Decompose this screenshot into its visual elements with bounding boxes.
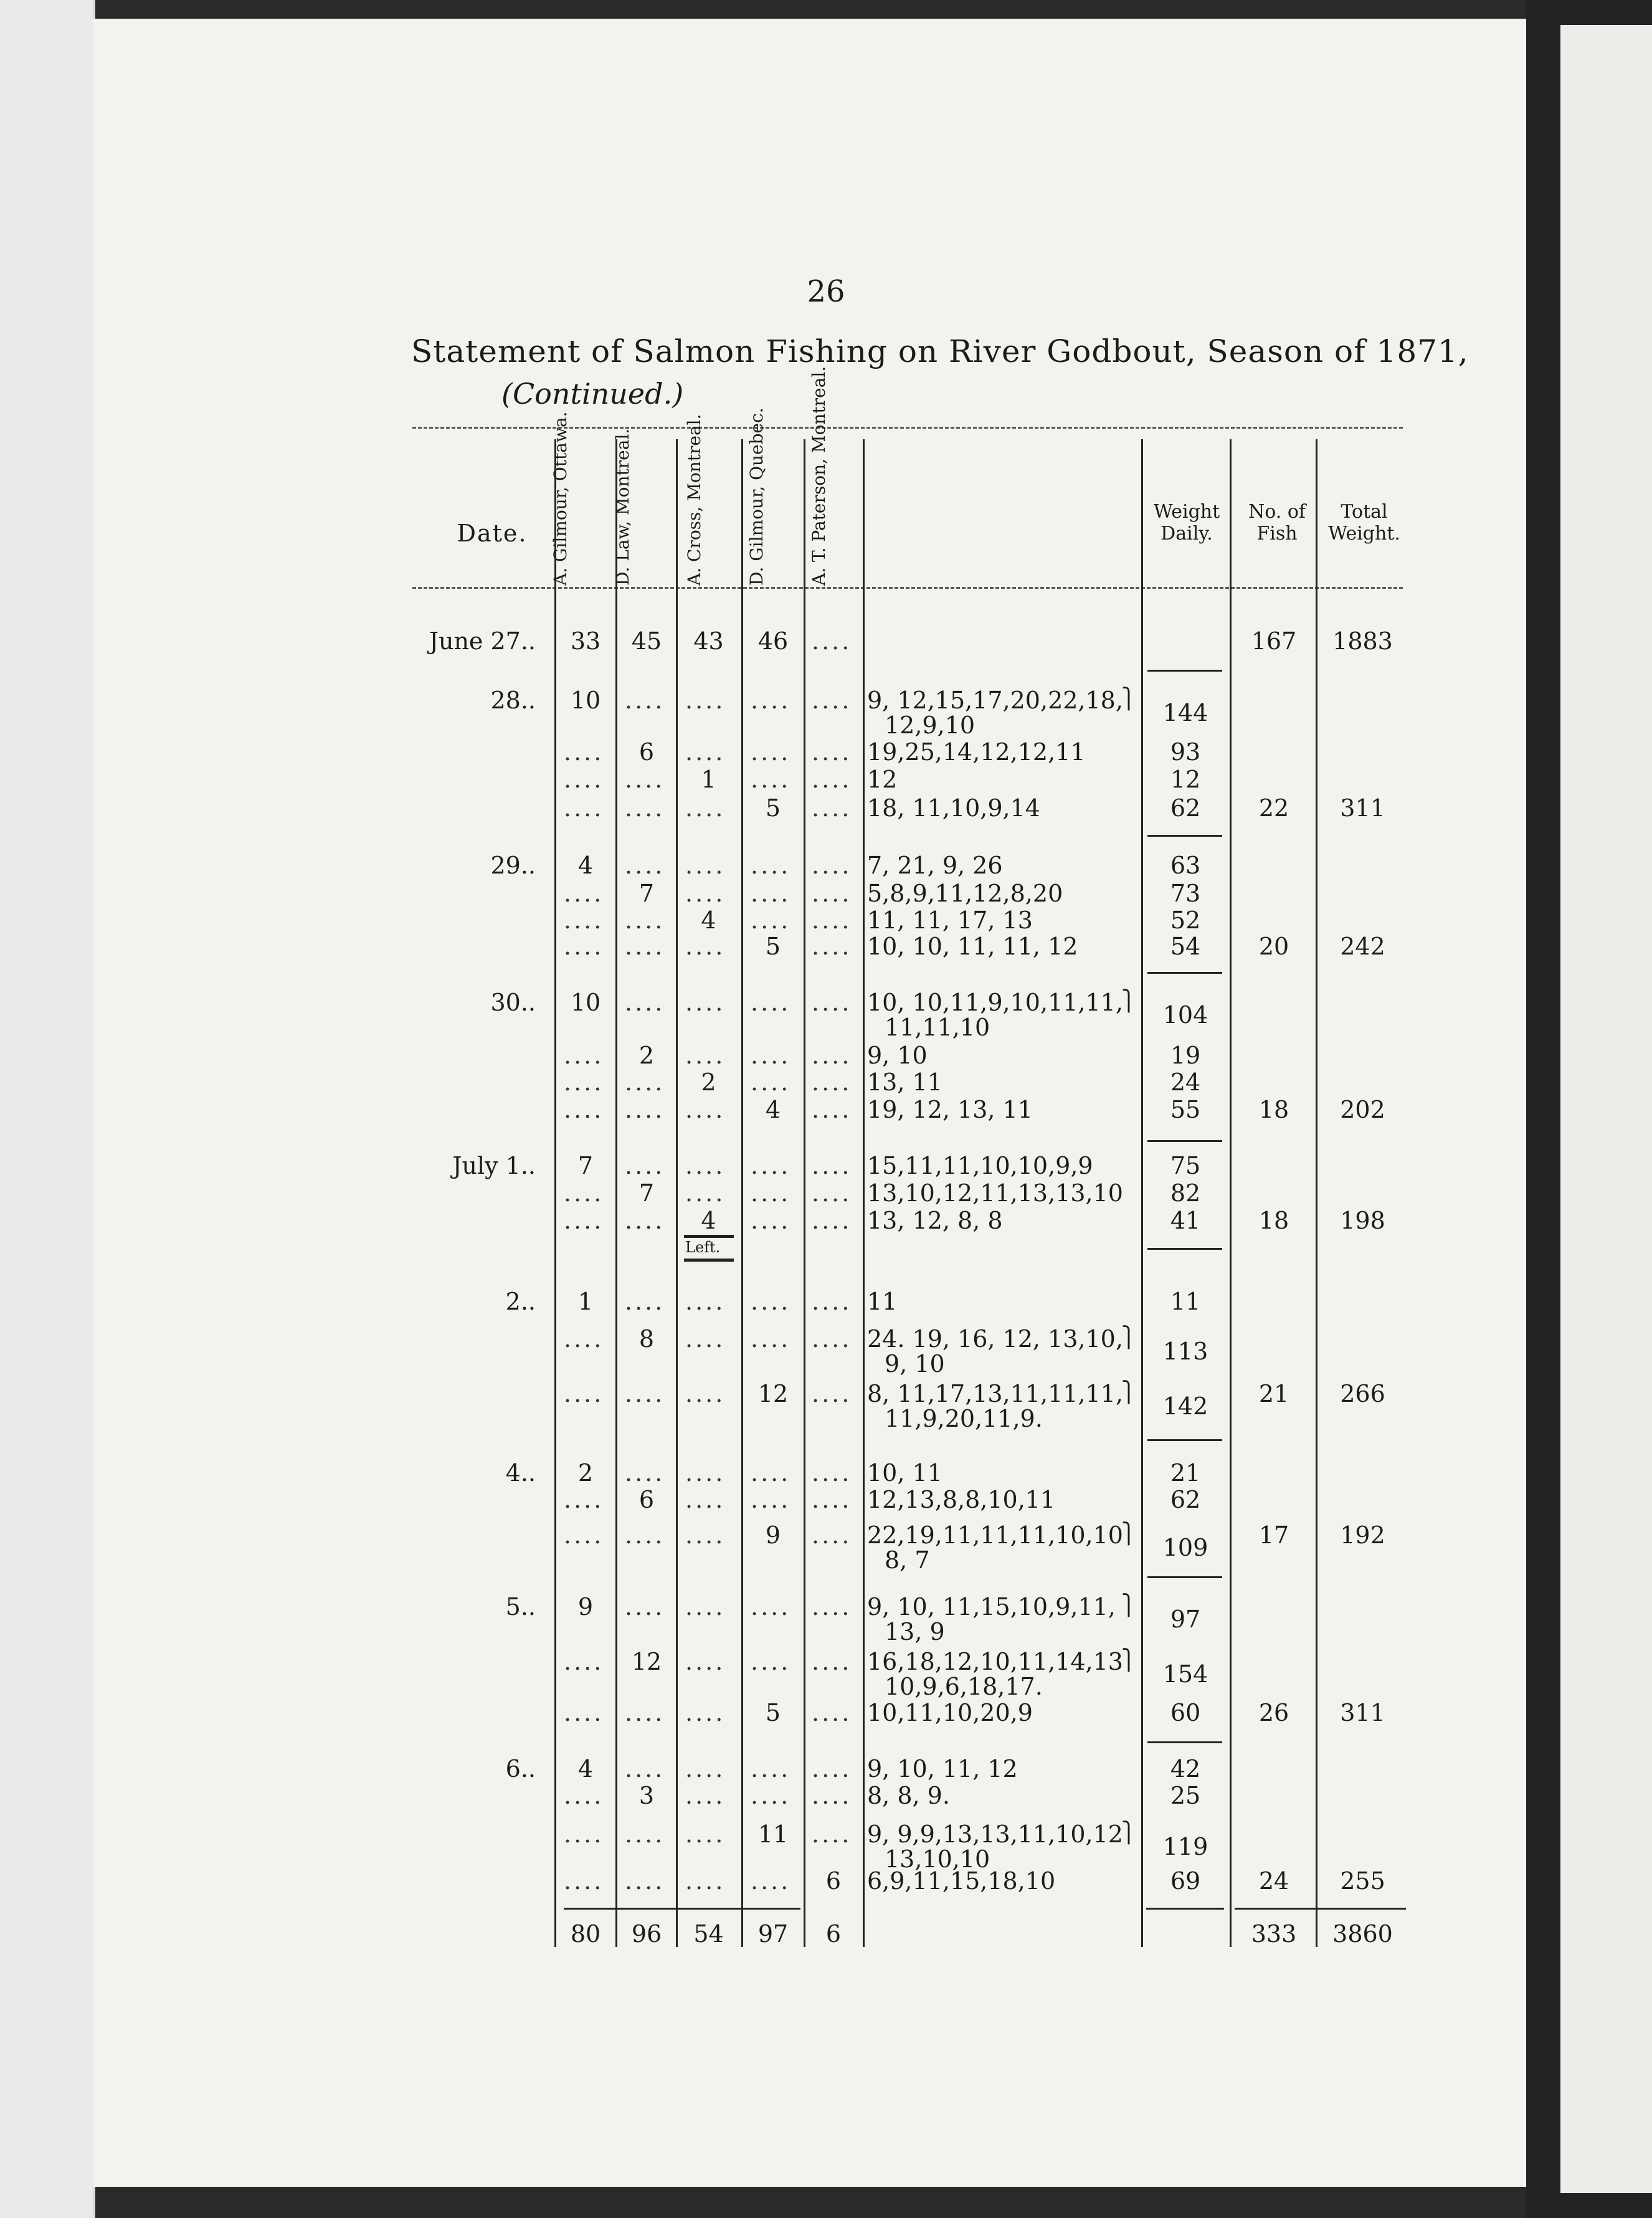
cell-gilmour-a: 33 xyxy=(570,627,601,655)
cell-weights: 6,9,11,15,18,10 xyxy=(867,1867,1056,1895)
cell-weights-cont: 12,9,10 xyxy=(885,712,976,739)
cell-law: 7 xyxy=(638,880,655,907)
cell-no-fish: 20 xyxy=(1258,933,1289,960)
cell-weights: 9, 10, 11,15,10,9,11, xyxy=(867,1593,1116,1621)
cell-gilmour-d: 9 xyxy=(765,1521,781,1549)
cell-weights: 18, 11,10,9,14 xyxy=(867,794,1040,822)
cell-weights: 12 xyxy=(867,766,898,793)
cell-weights: 7, 21, 9, 26 xyxy=(867,852,1003,879)
leader-dots: .... xyxy=(685,1380,726,1407)
leader-dots: .... xyxy=(751,738,791,766)
leader-dots: .... xyxy=(564,1782,604,1809)
leader-dots: .... xyxy=(751,1648,791,1675)
leader-dots: .... xyxy=(564,1521,604,1549)
leader-dots: .... xyxy=(625,1521,665,1549)
leader-dots: .... xyxy=(812,880,852,907)
leader-dots: .... xyxy=(751,1593,791,1621)
col-rule xyxy=(615,439,617,1947)
leader-dots: .... xyxy=(751,1042,791,1069)
header-weight-daily: Weight Daily. xyxy=(1153,501,1220,545)
leader-dots: .... xyxy=(812,852,852,879)
leader-dots: .... xyxy=(564,1179,604,1207)
facing-page xyxy=(1560,25,1652,2193)
group-rule xyxy=(1147,972,1222,974)
cell-weight-daily: 41 xyxy=(1170,1207,1201,1234)
cell-gilmour-a: 7 xyxy=(577,1152,594,1179)
cell-law: 7 xyxy=(638,1179,655,1207)
cell-weights: 19,25,14,12,12,11 xyxy=(867,738,1086,766)
cell-weight-daily: 25 xyxy=(1170,1782,1201,1809)
leader-dots: .... xyxy=(812,989,852,1016)
leader-dots: .... xyxy=(751,989,791,1016)
total-law: 96 xyxy=(631,1920,662,1948)
cell-gilmour-a: 9 xyxy=(577,1593,594,1621)
cell-cross: 43 xyxy=(693,627,724,655)
cell-weights: 5,8,9,11,12,8,20 xyxy=(867,880,1063,907)
header-date: Date. xyxy=(457,520,528,547)
leader-dots: .... xyxy=(625,1069,665,1096)
cell-weight-daily: 109 xyxy=(1162,1534,1208,1561)
cell-no-fish: 17 xyxy=(1258,1521,1289,1549)
cell-total-weight: 311 xyxy=(1340,1699,1385,1726)
leader-dots: .... xyxy=(564,933,604,960)
leader-dots: .... xyxy=(812,1288,852,1315)
leader-dots: .... xyxy=(685,1867,726,1895)
cell-weight-daily: 82 xyxy=(1170,1179,1201,1207)
cell-gilmour-d: 5 xyxy=(765,933,781,960)
cell-weight-daily: 73 xyxy=(1170,880,1201,907)
cell-date: 4.. xyxy=(505,1459,536,1487)
cell-gilmour-a: 4 xyxy=(577,852,594,879)
leader-dots: .... xyxy=(812,1380,852,1407)
cell-weights: 24. 19, 16, 12, 13,10, xyxy=(867,1325,1123,1353)
cell-gilmour-a: 10 xyxy=(570,687,601,714)
leader-dots: .... xyxy=(625,1380,665,1407)
leader-dots: .... xyxy=(685,1755,726,1782)
cell-weights: 10, 10,11,9,10,11,11, xyxy=(867,989,1123,1016)
leader-dots: .... xyxy=(564,1867,604,1895)
cell-weight-daily: 19 xyxy=(1170,1042,1201,1069)
cell-weights-cont: 9, 10 xyxy=(885,1350,945,1378)
leader-dots: .... xyxy=(812,1042,852,1069)
header-total-weight: Total Weight. xyxy=(1328,501,1400,545)
leader-dots: .... xyxy=(812,1152,852,1179)
leader-dots: .... xyxy=(564,1486,604,1513)
leader-dots: .... xyxy=(685,1152,726,1179)
cell-weight-daily: 62 xyxy=(1170,794,1201,822)
leader-dots: .... xyxy=(812,1648,852,1675)
leader-dots: .... xyxy=(685,1179,726,1207)
leader-dots: .... xyxy=(564,1325,604,1353)
leader-dots: .... xyxy=(812,1207,852,1234)
cell-weights-cont: 8, 7 xyxy=(885,1546,930,1574)
leader-dots: .... xyxy=(812,1069,852,1096)
brace-icon: ⎫ xyxy=(1121,1648,1136,1672)
page-subtitle: (Continued.) xyxy=(501,377,684,411)
cell-weight-daily: 60 xyxy=(1170,1699,1201,1726)
leader-dots: .... xyxy=(685,687,726,714)
leader-dots: .... xyxy=(812,1593,852,1621)
cell-no-fish: 21 xyxy=(1258,1380,1289,1407)
leader-dots: .... xyxy=(564,794,604,822)
leader-dots: .... xyxy=(812,1486,852,1513)
cell-weight-daily: 12 xyxy=(1170,766,1201,793)
leader-dots: .... xyxy=(625,1207,665,1234)
page-number: 26 xyxy=(807,274,845,309)
cell-total-weight: 311 xyxy=(1340,794,1385,822)
leader-dots: .... xyxy=(751,1152,791,1179)
leader-dots: .... xyxy=(564,1380,604,1407)
header-cross: A. Cross, Montreal. xyxy=(684,414,705,586)
cell-date: June 27.. xyxy=(429,627,536,655)
leader-dots: .... xyxy=(685,738,726,766)
leader-dots: .... xyxy=(812,687,852,714)
cell-weights: 9, 10 xyxy=(867,1042,928,1069)
leader-dots: .... xyxy=(751,687,791,714)
cell-total-weight: 192 xyxy=(1340,1521,1385,1549)
leader-dots: .... xyxy=(685,989,726,1016)
leader-dots: .... xyxy=(751,1325,791,1353)
cell-gilmour-d: 11 xyxy=(757,1821,789,1848)
cell-weights: 11 xyxy=(867,1288,898,1315)
leader-dots: .... xyxy=(812,1699,852,1726)
brace-icon: ⎫ xyxy=(1121,687,1136,710)
leader-dots: .... xyxy=(812,1179,852,1207)
cell-weights: 8, 11,17,13,11,11,11, xyxy=(867,1380,1123,1407)
leader-dots: .... xyxy=(685,1325,726,1353)
cell-date: 30.. xyxy=(490,989,536,1016)
cell-date: 28.. xyxy=(490,687,536,714)
leader-dots: .... xyxy=(751,1459,791,1487)
leader-dots: .... xyxy=(564,1821,604,1848)
leader-dots: .... xyxy=(685,1782,726,1809)
header-gilmour-a: A. Gilmour, Ottawa. xyxy=(550,411,571,586)
leader-dots: .... xyxy=(564,907,604,934)
leader-dots: .... xyxy=(812,1096,852,1123)
leader-dots: .... xyxy=(685,1486,726,1513)
col-rule xyxy=(676,439,678,1947)
header-gilmour-d: D. Gilmour, Quebec. xyxy=(746,407,767,586)
leader-dots: .... xyxy=(625,1459,665,1487)
cell-no-fish: 22 xyxy=(1258,794,1289,822)
cell-weight-daily: 104 xyxy=(1162,1001,1208,1029)
cell-date: 5.. xyxy=(505,1593,536,1621)
leader-dots: .... xyxy=(812,933,852,960)
leader-dots: .... xyxy=(812,738,852,766)
leader-dots: .... xyxy=(812,1325,852,1353)
header-paterson: A. T. Paterson, Montreal. xyxy=(809,366,829,586)
leader-dots: .... xyxy=(685,1699,726,1726)
cell-law: 6 xyxy=(638,1486,655,1513)
total-weight: 3860 xyxy=(1332,1920,1393,1948)
leader-dots: .... xyxy=(812,766,852,793)
leader-dots: .... xyxy=(685,1459,726,1487)
cell-cross: 4 xyxy=(701,1207,716,1234)
leader-dots: .... xyxy=(812,794,852,822)
header-no-fish: No. of Fish xyxy=(1248,501,1306,545)
group-rule xyxy=(1147,1248,1222,1250)
leader-dots: .... xyxy=(685,1648,726,1675)
cell-law: 8 xyxy=(638,1325,655,1353)
leader-dots: .... xyxy=(564,1042,604,1069)
header-law: D. Law, Montreal. xyxy=(612,428,633,586)
col-rule xyxy=(1141,439,1143,1947)
group-rule xyxy=(1147,670,1222,672)
cell-weight-daily: 93 xyxy=(1170,738,1201,766)
leader-dots: .... xyxy=(625,907,665,934)
cell-weight-daily: 55 xyxy=(1170,1096,1201,1123)
total-paterson: 6 xyxy=(825,1920,842,1948)
leader-dots: .... xyxy=(625,1821,665,1848)
group-rule xyxy=(1147,1140,1222,1142)
total-no-fish: 333 xyxy=(1251,1920,1297,1948)
cell-weight-daily: 113 xyxy=(1162,1338,1208,1365)
book-spine xyxy=(0,0,95,2218)
leader-dots: .... xyxy=(625,687,665,714)
cell-total-weight: 198 xyxy=(1340,1207,1385,1234)
leader-dots: .... xyxy=(812,1782,852,1809)
total-gilmour-d: 97 xyxy=(757,1920,789,1948)
cell-weight-daily: 54 xyxy=(1170,933,1201,960)
leader-dots: .... xyxy=(751,1069,791,1096)
leader-dots: .... xyxy=(564,1207,604,1234)
leader-dots: .... xyxy=(685,1593,726,1621)
leader-dots: .... xyxy=(625,989,665,1016)
cell-cross: 1 xyxy=(701,766,716,793)
cell-cross: 4 xyxy=(701,907,716,934)
col-rule xyxy=(863,439,865,1947)
brace-icon: ⎫ xyxy=(1121,989,1136,1012)
cell-paterson: 6 xyxy=(825,1867,842,1895)
total-gilmour-a: 80 xyxy=(570,1920,601,1948)
left-note-rule xyxy=(684,1235,734,1238)
cell-law: 3 xyxy=(638,1782,655,1809)
left-note-rule xyxy=(684,1259,734,1262)
page-title: Statement of Salmon Fishing on River Godbout, Season of 1871, xyxy=(411,333,1469,369)
cell-no-fish: 18 xyxy=(1258,1096,1289,1123)
leader-dots: .... xyxy=(685,880,726,907)
leader-dots: .... xyxy=(812,1459,852,1487)
leader-dots: .... xyxy=(564,766,604,793)
group-rule xyxy=(1147,1439,1222,1441)
cell-weights: 8, 8, 9. xyxy=(867,1782,950,1809)
leader-dots: .... xyxy=(751,880,791,907)
cell-gilmour-a: 4 xyxy=(577,1755,594,1782)
cell-weight-daily: 63 xyxy=(1170,852,1201,879)
leader-dots: .... xyxy=(625,1152,665,1179)
leader-dots: .... xyxy=(564,880,604,907)
cell-weights: 19, 12, 13, 11 xyxy=(867,1096,1033,1123)
cell-no-fish: 26 xyxy=(1258,1699,1289,1726)
leader-dots: .... xyxy=(751,1782,791,1809)
cell-date: July 1.. xyxy=(452,1152,536,1179)
cell-weight-daily: 62 xyxy=(1170,1486,1201,1513)
leader-dots: .... xyxy=(685,1288,726,1315)
cell-law: 45 xyxy=(631,627,662,655)
leader-dots: .... xyxy=(751,1755,791,1782)
cell-total-weight: 242 xyxy=(1340,933,1385,960)
cell-weight-daily: 142 xyxy=(1162,1392,1208,1420)
cell-gilmour-d: 5 xyxy=(765,794,781,822)
brace-icon: ⎫ xyxy=(1121,1821,1136,1844)
cell-weights: 13,10,12,11,13,13,10 xyxy=(867,1179,1123,1207)
left-note: Left. xyxy=(685,1239,721,1256)
leader-dots: .... xyxy=(812,1755,852,1782)
leader-dots: .... xyxy=(685,933,726,960)
cell-gilmour-d: 12 xyxy=(757,1380,789,1407)
cell-weights-cont: 10,9,6,18,17. xyxy=(885,1673,1043,1700)
leader-dots: .... xyxy=(564,1699,604,1726)
cell-gilmour-a: 10 xyxy=(570,989,601,1016)
leader-dots: .... xyxy=(625,1096,665,1123)
leader-dots: .... xyxy=(685,1096,726,1123)
cell-weight-daily: 119 xyxy=(1162,1833,1208,1860)
total-cross: 54 xyxy=(693,1920,724,1948)
cell-date: 2.. xyxy=(505,1288,536,1315)
cell-weight-daily: 24 xyxy=(1170,1069,1201,1096)
totals-rule xyxy=(1235,1908,1406,1910)
cell-weights-cont: 11,11,10 xyxy=(885,1014,990,1041)
cell-weight-daily: 154 xyxy=(1162,1660,1208,1688)
cell-weights: 10, 10, 11, 11, 12 xyxy=(867,933,1078,960)
cell-weight-daily: 69 xyxy=(1170,1867,1201,1895)
totals-rule xyxy=(1146,1908,1224,1910)
leader-dots: .... xyxy=(751,852,791,879)
cell-gilmour-d: 4 xyxy=(765,1096,781,1123)
cell-weights: 12,13,8,8,10,11 xyxy=(867,1486,1056,1513)
leader-dots: .... xyxy=(625,1867,665,1895)
leader-dots: .... xyxy=(625,766,665,793)
leader-dots: .... xyxy=(685,1042,726,1069)
cell-no-fish: 167 xyxy=(1251,627,1297,655)
leader-dots: .... xyxy=(812,907,852,934)
totals-rule xyxy=(564,1908,800,1910)
leader-dots: .... xyxy=(751,1179,791,1207)
cell-weight-daily: 75 xyxy=(1170,1152,1201,1179)
cell-weights: 9, 12,15,17,20,22,18, xyxy=(867,687,1123,714)
leader-dots: .... xyxy=(812,1821,852,1848)
cell-weights: 13, 12, 8, 8 xyxy=(867,1207,1003,1234)
cell-total-weight: 266 xyxy=(1340,1380,1385,1407)
group-rule xyxy=(1147,1741,1222,1743)
group-rule xyxy=(1147,835,1222,837)
cell-weights: 15,11,11,10,10,9,9 xyxy=(867,1152,1093,1179)
leader-dots: .... xyxy=(625,1288,665,1315)
leader-dots: .... xyxy=(751,1207,791,1234)
cell-gilmour-d: 46 xyxy=(757,627,789,655)
cell-weights: 11, 11, 17, 13 xyxy=(867,907,1033,934)
leader-dots: .... xyxy=(625,933,665,960)
cell-weight-daily: 11 xyxy=(1170,1288,1201,1315)
col-rule xyxy=(1230,439,1232,1947)
cell-weights: 9, 9,9,13,13,11,10,12 xyxy=(867,1821,1123,1848)
leader-dots: .... xyxy=(751,1867,791,1895)
cell-weight-daily: 21 xyxy=(1170,1459,1201,1487)
cell-gilmour-d: 5 xyxy=(765,1699,781,1726)
brace-icon: ⎫ xyxy=(1121,1593,1136,1617)
leader-dots: .... xyxy=(751,766,791,793)
cell-weight-daily: 42 xyxy=(1170,1755,1201,1782)
col-rule xyxy=(554,439,556,1947)
leader-dots: .... xyxy=(564,1096,604,1123)
cell-total-weight: 255 xyxy=(1340,1867,1385,1895)
leader-dots: .... xyxy=(685,1821,726,1848)
leader-dots: .... xyxy=(625,1699,665,1726)
col-rule xyxy=(804,439,805,1947)
cell-weight-daily: 52 xyxy=(1170,907,1201,934)
group-rule xyxy=(1147,1576,1222,1578)
leader-dots: .... xyxy=(564,1069,604,1096)
cell-cross: 2 xyxy=(701,1069,716,1096)
cell-date: 6.. xyxy=(505,1755,536,1782)
leader-dots: .... xyxy=(685,852,726,879)
cell-gilmour-a: 2 xyxy=(577,1459,594,1487)
leader-dots: .... xyxy=(751,1288,791,1315)
leader-dots: .... xyxy=(564,1648,604,1675)
cell-weights-cont: 13,10,10 xyxy=(885,1845,990,1873)
cell-weights: 9, 10, 11, 12 xyxy=(867,1755,1018,1782)
cell-total-weight: 202 xyxy=(1340,1096,1385,1123)
brace-icon: ⎫ xyxy=(1121,1325,1136,1349)
cell-date: 29.. xyxy=(490,852,536,879)
brace-icon: ⎫ xyxy=(1121,1521,1136,1545)
cell-weights: 22,19,11,11,11,10,10 xyxy=(867,1521,1123,1549)
brace-icon: ⎫ xyxy=(1121,1380,1136,1404)
leader-dots: .... xyxy=(751,907,791,934)
cell-weights: 16,18,12,10,11,14,13 xyxy=(867,1648,1123,1675)
leader-dots: .... xyxy=(685,794,726,822)
cell-weights: 13, 11 xyxy=(867,1069,942,1096)
leader-dots: .... xyxy=(685,1521,726,1549)
cell-weights: 10,11,10,20,9 xyxy=(867,1699,1033,1726)
cell-law: 12 xyxy=(631,1648,662,1675)
leader-dots: .... xyxy=(564,738,604,766)
header-rule xyxy=(412,587,1403,589)
cell-no-fish: 18 xyxy=(1258,1207,1289,1234)
cell-no-fish: 24 xyxy=(1258,1867,1289,1895)
leader-dots: .... xyxy=(625,852,665,879)
cell-weight-daily: 97 xyxy=(1170,1606,1201,1633)
leader-dots: .... xyxy=(812,627,852,655)
leader-dots: .... xyxy=(625,1755,665,1782)
cell-weight-daily: 144 xyxy=(1162,699,1208,726)
cell-law: 6 xyxy=(638,738,655,766)
cell-total-weight: 1883 xyxy=(1332,627,1393,655)
cell-law: 2 xyxy=(638,1042,655,1069)
cell-weights: 10, 11 xyxy=(867,1459,942,1487)
cell-weights-cont: 11,9,20,11,9. xyxy=(885,1405,1043,1432)
leader-dots: .... xyxy=(625,794,665,822)
leader-dots: .... xyxy=(625,1593,665,1621)
col-rule xyxy=(741,439,743,1947)
leader-dots: .... xyxy=(751,1486,791,1513)
cell-gilmour-a: 1 xyxy=(577,1288,594,1315)
leader-dots: .... xyxy=(812,1521,852,1549)
cell-weights-cont: 13, 9 xyxy=(885,1618,945,1645)
